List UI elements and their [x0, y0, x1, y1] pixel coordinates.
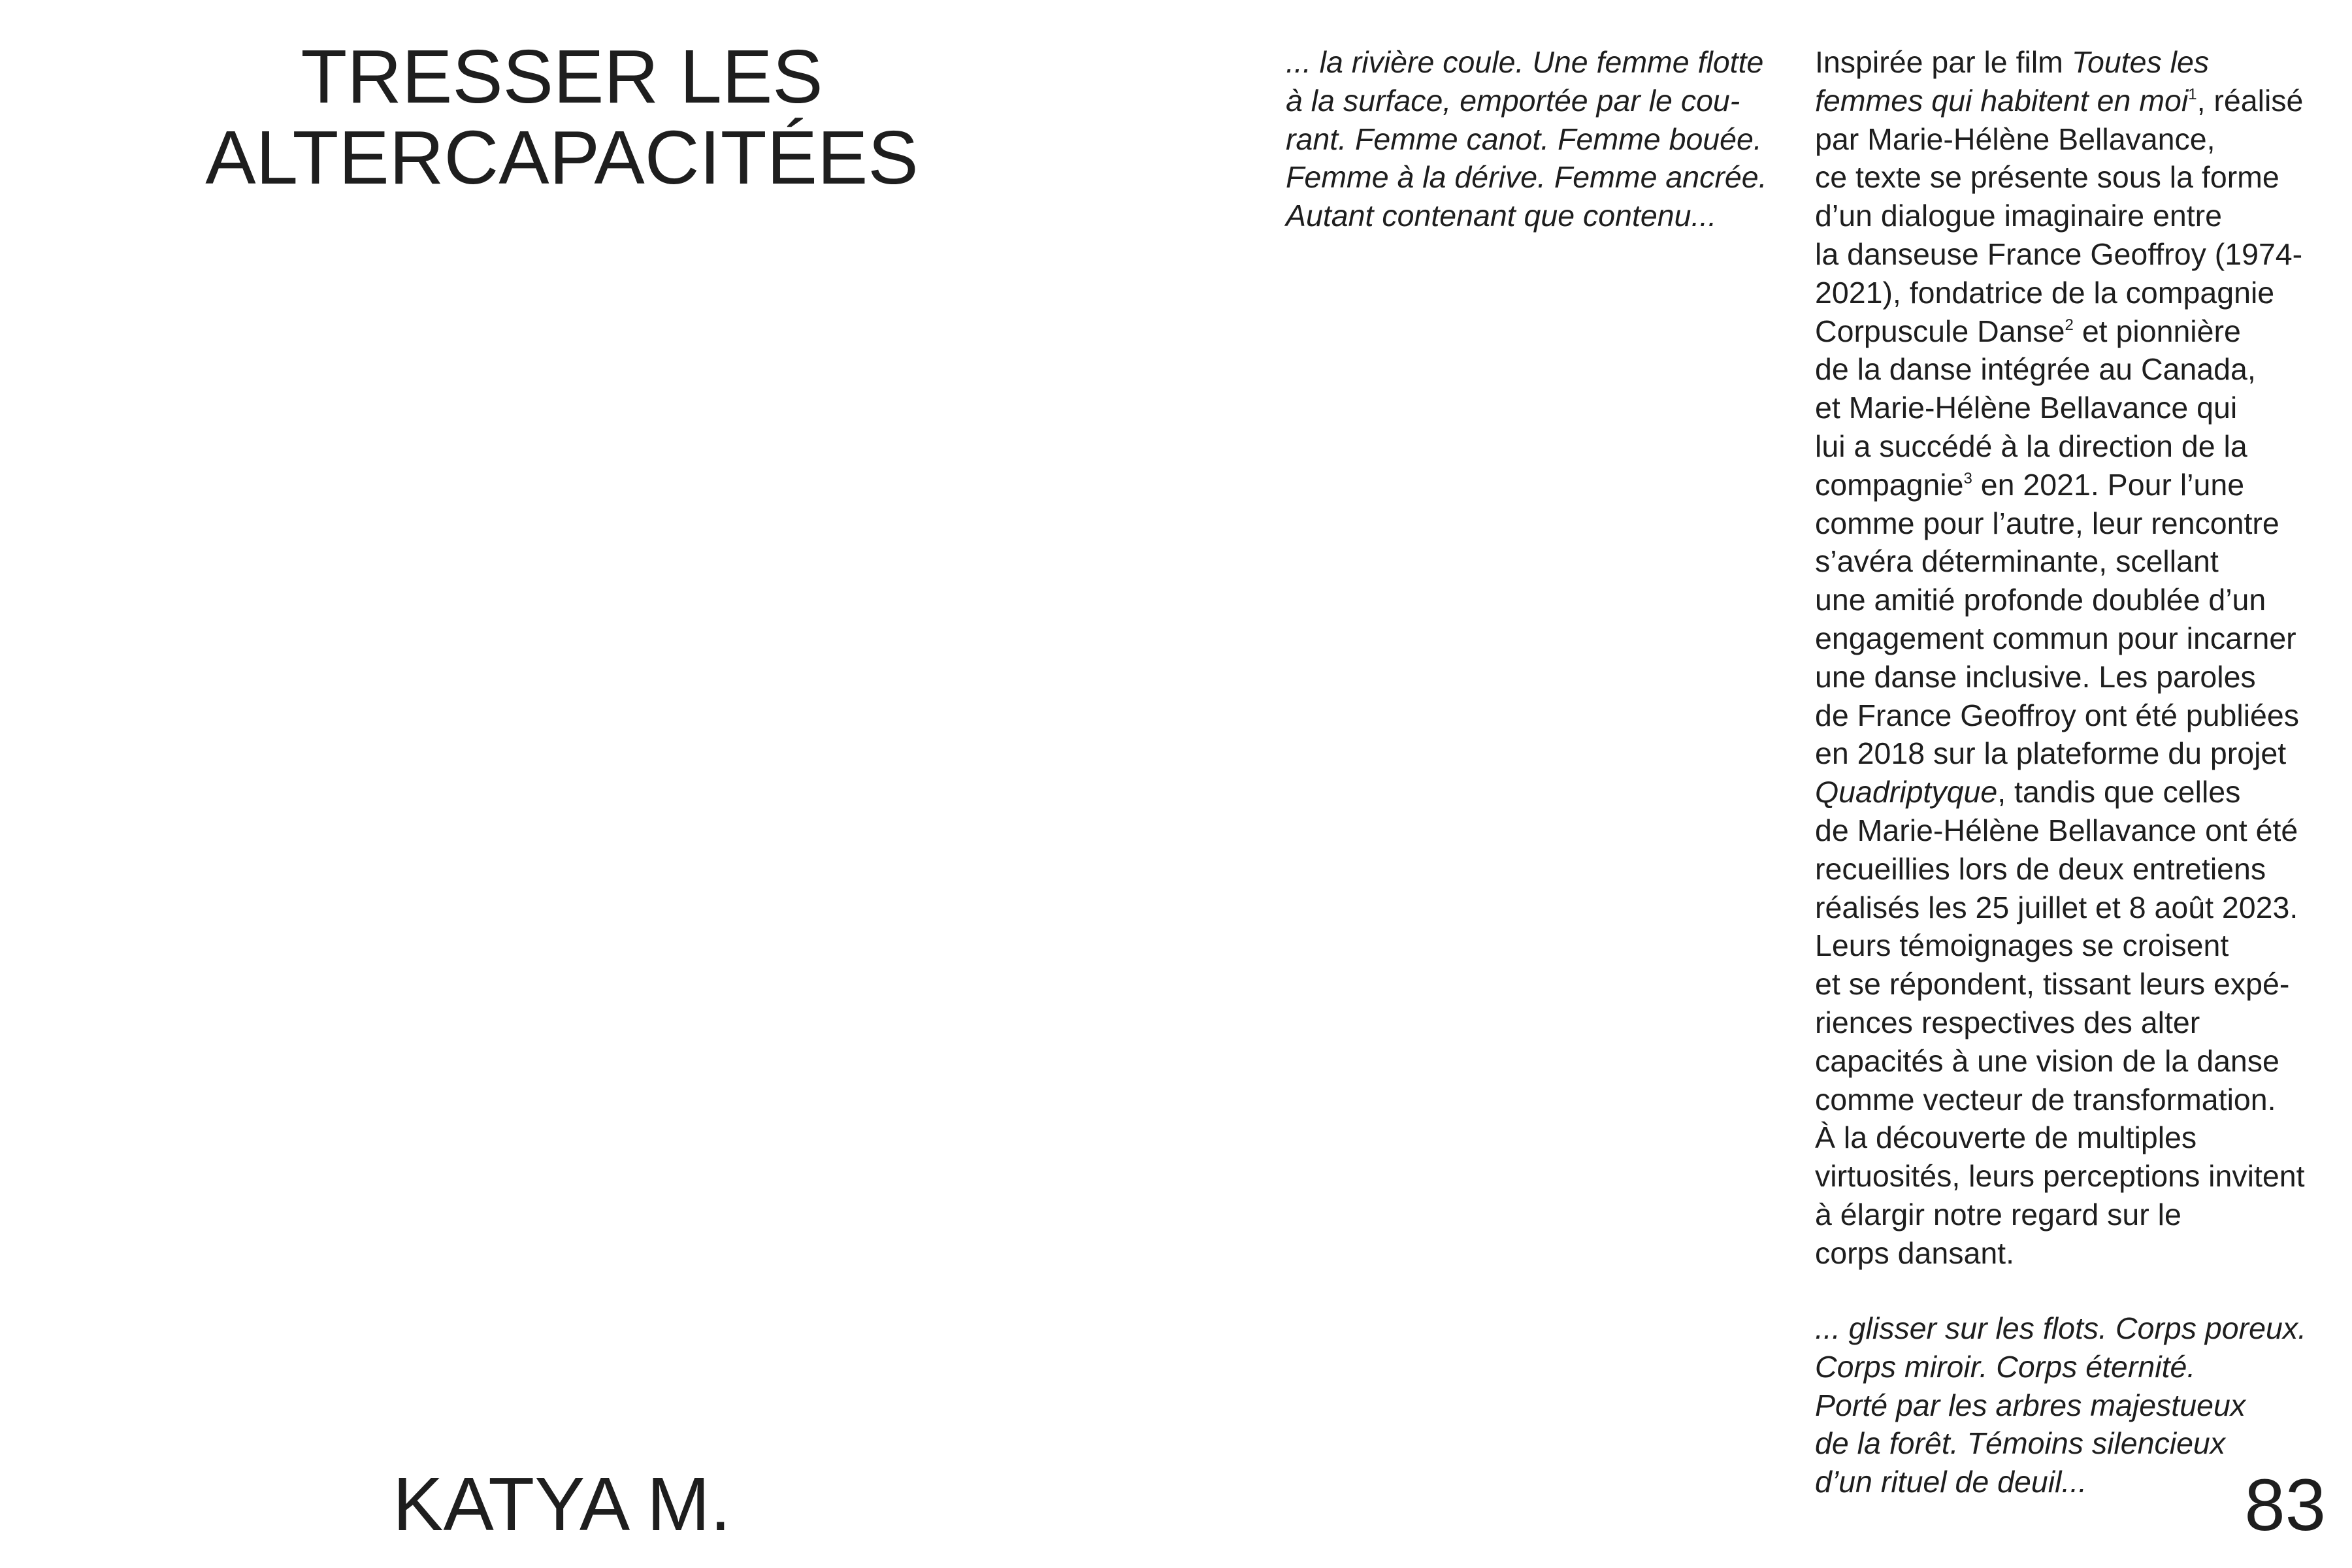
intro-line: 2021), fondatrice de la compagnie: [1815, 275, 2275, 310]
intro-line: et Marie-Hélène Bellavance qui: [1815, 391, 2238, 425]
intro-line: de la danse intégrée au Canada,: [1815, 352, 2256, 387]
intro-text: , tandis que celles: [1997, 775, 2241, 809]
title-line: TRESSER LES: [301, 34, 823, 119]
intro-text: et pionnière: [2073, 314, 2241, 348]
epigraph-line: Femme à la dérive. Femme ancrée.: [1286, 160, 1767, 195]
epigraph: [1286, 43, 1795, 235]
closing-line: de la forêt. Témoins silencieux: [1815, 1426, 2226, 1461]
intro-line: s’avéra déterminante, scellant: [1815, 544, 2219, 579]
intro-line: et se répondent, tissant leurs expé-: [1815, 967, 2290, 1002]
epigraph-line: ... la rivière coule. Une femme flotte: [1286, 45, 1764, 79]
title-line: ALTERCAPACITÉES: [205, 115, 919, 200]
epigraph-line: rant. Femme canot. Femme bouée.: [1286, 122, 1762, 156]
intro-line: une danse inclusive. Les paroles: [1815, 659, 2256, 694]
intro-line: une amitié profonde doublée d’un: [1815, 583, 2266, 617]
intro-line: de Marie-Hélène Bellavance ont été: [1815, 813, 2298, 847]
closing-line: d’un rituel de deuil...: [1815, 1465, 2087, 1499]
intro-line: À la découverte de multiples: [1815, 1120, 2197, 1155]
intro-line: capacités à une vision de la danse: [1815, 1043, 2279, 1078]
intro-line: [1815, 43, 2338, 82]
intro-line: riences respectives des alter: [1815, 1005, 2200, 1039]
intro-line: recueillies lors de deux entretiens: [1815, 851, 2266, 886]
intro-text: Corpuscule Danse: [1815, 314, 2065, 348]
closing-line: Corps miroir. Corps éternité.: [1815, 1349, 2196, 1384]
footnote-ref-2: 2: [2065, 316, 2074, 334]
intro-line: [1815, 312, 2338, 351]
intro-line: d’un dialogue imaginaire entre: [1815, 199, 2223, 233]
intro-line: virtuosités, leurs perceptions invitent: [1815, 1159, 2305, 1194]
intro-line: par Marie-Hélène Bellavance,: [1815, 122, 2215, 156]
page-number: 83: [2244, 1464, 2326, 1546]
intro-line: en 2018 sur la plateforme du projet: [1815, 736, 2287, 771]
intro-line: comme pour l’autre, leur rencontre: [1815, 506, 2279, 540]
intro-line: [1815, 466, 2338, 504]
film-title: femmes qui habitent en moi: [1815, 83, 2189, 118]
intro-line: réalisés les 25 juillet et 8 août 2023.: [1815, 890, 2298, 924]
intro-paragraph: [1815, 43, 2338, 1273]
intro-text: Inspirée par le film: [1815, 45, 2072, 79]
intro-line: de France Geoffroy ont été publiées: [1815, 698, 2300, 732]
intro-text: , réalisé: [2197, 83, 2304, 118]
intro-text: en 2021. Pour l’une: [1972, 467, 2245, 502]
footnote-ref-3: 3: [1963, 469, 1972, 487]
film-title: Toutes les: [2071, 45, 2210, 79]
intro-line: à élargir notre regard sur le: [1815, 1197, 2181, 1232]
intro-line: [1815, 82, 2338, 120]
intro-line: comme vecteur de transformation.: [1815, 1082, 2276, 1117]
intro-line: lui a succédé à la direction de la: [1815, 429, 2247, 463]
epigraph-line: Autant contenant que contenu...: [1286, 199, 1717, 233]
intro-line: engagement commun pour incarner: [1815, 621, 2296, 655]
project-title: Quadriptyque: [1815, 775, 1998, 809]
intro-line: [1815, 773, 2338, 811]
intro-line: Leurs témoignages se croisent: [1815, 928, 2229, 963]
closing-line: Porté par les arbres majestueux: [1815, 1388, 2246, 1422]
epigraph-line: à la surface, emportée par le cou-: [1286, 83, 1740, 118]
author-name: KATYA M.: [393, 1462, 731, 1546]
closing-line: ... glisser sur les flots. Corps poreux.: [1815, 1311, 2307, 1345]
page-title: [157, 36, 967, 198]
intro-line: la danseuse France Geoffroy (1974-: [1815, 237, 2303, 271]
footnote-ref-1: 1: [2188, 85, 2197, 103]
intro-line: corps dansant.: [1815, 1235, 2015, 1270]
intro-text: compagnie: [1815, 467, 1964, 502]
intro-line: ce texte se présente sous la forme: [1815, 160, 2279, 195]
